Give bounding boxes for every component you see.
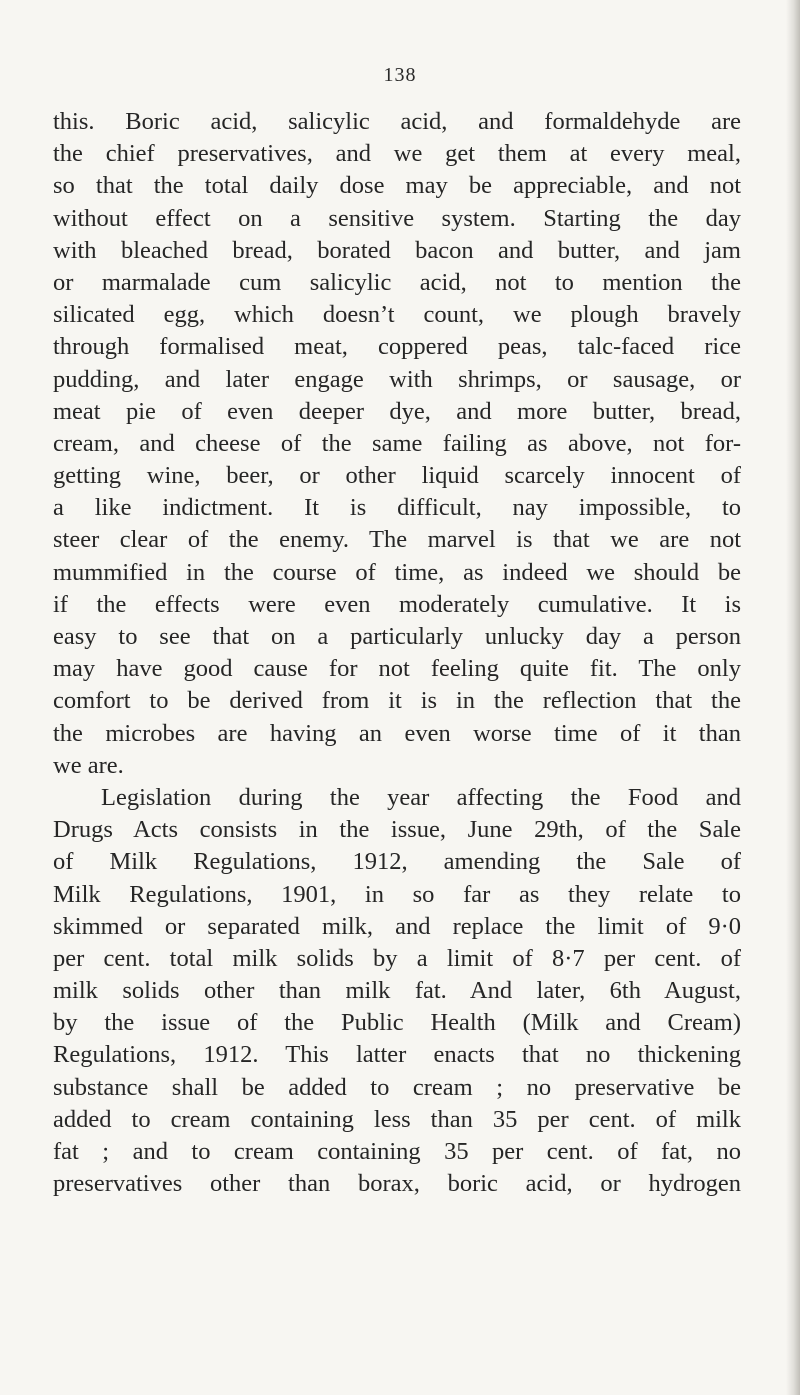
text-line: milk solids other than milk fat. And later, 6th August, [53, 977, 741, 1005]
page-number: 138 [383, 64, 417, 86]
text-line: mummified in the course of time, as indeed we should be [53, 558, 741, 586]
text-line: so that the total daily dose may be appreciable, and not [53, 172, 741, 200]
text-line: pudding, and later engage with shrimps, or sausage, or [53, 365, 741, 393]
text-line: cream, and cheese of the same failing as above, not for- [53, 429, 741, 457]
text-line: without effect on a sensitive system. Starting the day [53, 204, 741, 232]
text-line: a like indictment. It is difficult, nay impossible, to [53, 494, 741, 522]
text-line: meat pie of even deeper dye, and more butter, bread, [53, 397, 741, 425]
text-line: getting wine, beer, or other liquid scarcely innocent of [53, 462, 741, 490]
text-line: the microbes are having an even worse time of it than [53, 719, 741, 747]
text-line: Drugs Acts consists in the issue, June 29th, of the Sale [53, 816, 741, 844]
text-line: Milk Regulations, 1901, in so far as they relate to [53, 880, 741, 908]
text-line: substance shall be added to cream ; no preservative be [53, 1073, 741, 1101]
text-line: by the issue of the Public Health (Milk and Cream) [53, 1009, 741, 1037]
body-text [53, 106, 741, 1200]
text-line: may have good cause for not feeling quite fit. The only [53, 655, 741, 683]
paragraph-2 [53, 782, 741, 1200]
text-line: silicated egg, which doesn’t count, we plough bravely [53, 301, 741, 329]
text-line: Legislation during the year affecting the Food and [101, 783, 741, 811]
text-line: skimmed or separated milk, and replace the limit of 9·0 [53, 912, 741, 940]
text-line: if the effects were even moderately cumulative. It is [53, 590, 741, 618]
text-line: or marmalade cum salicylic acid, not to mention the [53, 268, 741, 296]
text-line: this. Boric acid, salicylic acid, and formaldehyde are [53, 108, 741, 135]
text-line: added to cream containing less than 35 per cent. of milk [53, 1105, 741, 1133]
text-line: we are. [53, 751, 124, 779]
text-line: fat ; and to cream containing 35 per cent. of fat, no [53, 1138, 741, 1165]
text-line: the chief preservatives, and we get them at every meal, [53, 140, 741, 168]
text-line: of Milk Regulations, 1912, amending the Sale of [53, 848, 741, 876]
text-line: comfort to be derived from it is in the reflection that the [53, 687, 741, 715]
paragraph-1 [53, 106, 741, 782]
text-line: Regulations, 1912. This latter enacts that no thickening [53, 1041, 741, 1069]
page-edge-shadow [786, 0, 800, 1395]
text-line: per cent. total milk solids by a limit of 8·7 per cent. of [53, 944, 741, 972]
text-line: with bleached bread, borated bacon and butter, and jam [53, 236, 741, 264]
text-line: preservatives other than borax, boric acid, or hydrogen [53, 1170, 741, 1198]
text-line: through formalised meat, coppered peas, talc-faced rice [53, 333, 741, 361]
text-line: steer clear of the enemy. The marvel is that we are not [53, 526, 741, 554]
text-line: easy to see that on a particularly unlucky day a person [53, 623, 741, 650]
